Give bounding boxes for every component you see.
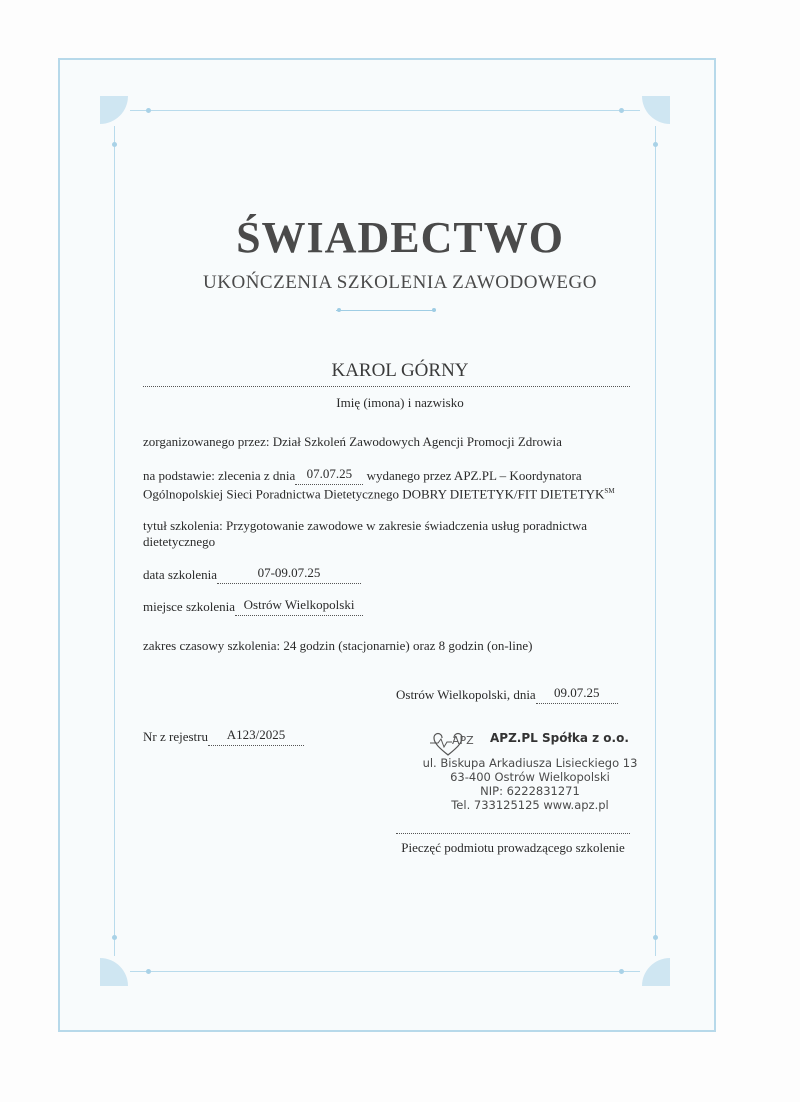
- participant-name-label: Imię (imona) i nazwisko: [336, 395, 464, 410]
- training-place-value: Ostrów Wielkopolski: [243, 597, 355, 612]
- training-date-field: [217, 566, 361, 584]
- training-date-label: data szkolenia: [143, 567, 217, 582]
- registry-row: [143, 728, 304, 746]
- basis-date-value: 07.07.25: [306, 466, 353, 481]
- stamp-nip: NIP: 6222831271: [480, 784, 580, 798]
- training-title-line-1: tytuł szkolenia: Przygotowanie zawodowe w zakresie świadczenia usług poradnictwa: [143, 518, 588, 533]
- frame-dot: [112, 935, 117, 940]
- corner-ornament: [642, 96, 670, 124]
- frame-dot: [619, 108, 624, 113]
- certificate-title: ŚWIADECTWO: [236, 213, 564, 262]
- training-title-line-2: dietetycznego: [143, 534, 216, 549]
- stamp-company-name: APZ.PL Spółka z o.o.: [490, 731, 629, 745]
- corner-ornament: [100, 958, 128, 986]
- stamp-address-1: ul. Biskupa Arkadiusza Lisieckiego 13: [422, 756, 638, 770]
- registry-value: A123/2025: [226, 727, 286, 742]
- frame-dot: [146, 108, 151, 113]
- training-place-field: [235, 598, 363, 616]
- training-place-label: miejsce szkolenia: [143, 599, 236, 614]
- organizer-text: zorganizowanego przez: Dział Szkoleń Zawodowych Agencji Promocji Zdrowia: [143, 434, 562, 449]
- training-scope-text: zakres czasowy szkolenia: 24 godzin (stacjonarnie) oraz 8 godzin (on-line): [143, 638, 533, 653]
- stamp-address-2: 63-400 Ostrów Wielkopolski: [450, 770, 610, 784]
- issue-date-value: 09.07.25: [553, 685, 600, 700]
- training-place-row: [143, 598, 363, 616]
- registry-label: Nr z rejestru: [143, 729, 208, 744]
- participant-name: KAROL GÓRNY: [331, 360, 469, 381]
- certificate-subtitle: UKOŃCZENIA SZKOLENIA ZAWODOWEGO: [203, 272, 597, 293]
- corner-ornament: [642, 958, 670, 986]
- registry-field: [208, 728, 304, 746]
- training-date-row: [143, 566, 361, 584]
- training-date-value: 07-09.07.25: [257, 565, 321, 580]
- corner-ornament: [100, 96, 128, 124]
- divider-dot: [432, 308, 436, 312]
- issue-date-field: [536, 686, 618, 704]
- apz-heart-logo-icon: [428, 728, 480, 758]
- frame-edge-top: [130, 110, 640, 111]
- basis-line-2: [143, 483, 615, 502]
- logo-text: APZ: [452, 734, 474, 747]
- basis-prefix: na podstawie: zlecenia z dnia: [143, 468, 296, 483]
- seal-label: Pieczęć podmiotu prowadzącego szkolenie: [401, 840, 625, 855]
- frame-dot: [653, 935, 658, 940]
- title-divider: [336, 310, 436, 311]
- participant-name-line: [143, 386, 630, 387]
- issue-place-row: [396, 686, 618, 704]
- frame-dot: [146, 969, 151, 974]
- stamp-contact: Tel. 733125125 www.apz.pl: [451, 798, 609, 812]
- basis-suffix: wydanego przez APZ.PL – Koordynatora: [366, 468, 582, 483]
- basis-superscript: SM: [604, 487, 615, 495]
- frame-dot: [112, 142, 117, 147]
- seal-signature-line: [396, 833, 630, 834]
- frame-edge-bottom: [130, 971, 640, 972]
- frame-dot: [653, 142, 658, 147]
- frame-dot: [619, 969, 624, 974]
- issue-place-label: Ostrów Wielkopolski, dnia: [396, 687, 536, 702]
- basis-line-2-text: Ogólnopolskiej Sieci Poradnictwa Dietetycznego DOBRY DIETETYK/FIT DIETETYK: [143, 486, 605, 502]
